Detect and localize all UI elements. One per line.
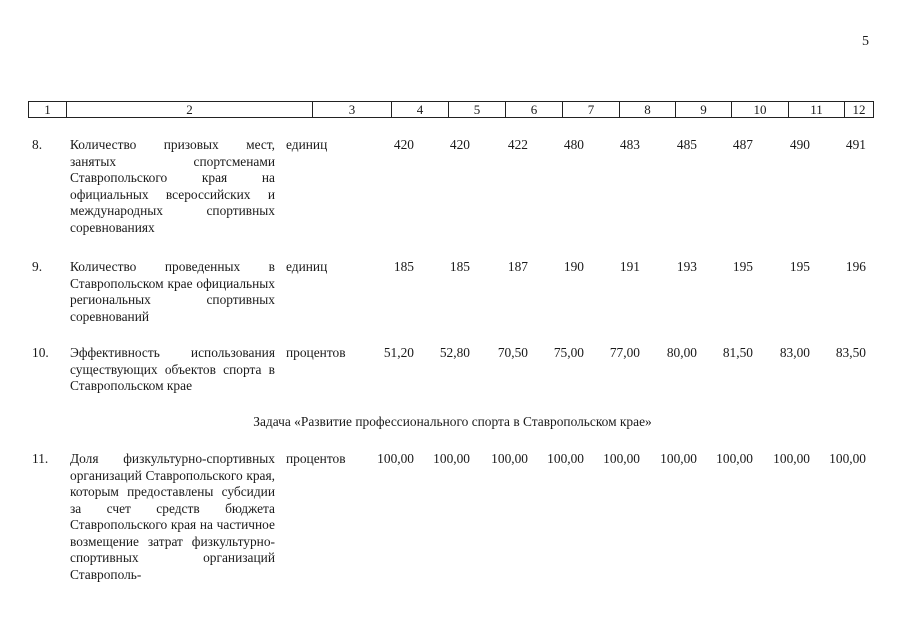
header-col-2: 2 — [66, 102, 312, 117]
row-number: 9. — [32, 259, 43, 274]
header-col-9: 9 — [675, 102, 731, 117]
task-subheading: Задача «Развитие профессионального спорта в Ставропольском крае» — [253, 414, 652, 429]
row-indicator-name: Эффективность использования существующих объектов спорта в Ставропольском крае — [70, 345, 275, 393]
row-value-col-8: 191 — [619, 259, 640, 274]
row-number: 8. — [32, 137, 43, 152]
row-value-col-10: 100,00 — [716, 451, 753, 466]
row-value-col-5: 185 — [449, 259, 470, 274]
row-value-col-10: 487 — [732, 137, 753, 152]
row-value-col-11: 490 — [789, 137, 810, 152]
row-value-col-9: 100,00 — [660, 451, 697, 466]
row-indicator-name: Количество призовых мест, занятых спортсменами Ставропольского края на официальных всероссийских и международных спортивных соревнованиях — [70, 137, 275, 235]
row-value-col-12: 83,50 — [835, 345, 866, 360]
row-value-col-6: 422 — [507, 137, 528, 152]
header-col-4: 4 — [391, 102, 448, 117]
row-value-col-11: 83,00 — [779, 345, 810, 360]
row-unit: процентов — [286, 345, 346, 360]
row-value-col-5: 420 — [449, 137, 470, 152]
row-value-col-6: 100,00 — [491, 451, 528, 466]
row-value-col-7: 75,00 — [553, 345, 584, 360]
row-value-col-8: 100,00 — [603, 451, 640, 466]
row-number: 11. — [32, 451, 49, 466]
header-col-1: 1 — [44, 102, 51, 117]
header-col-6: 6 — [505, 102, 562, 117]
row-value-col-9: 80,00 — [666, 345, 697, 360]
header-col-3: 3 — [312, 102, 391, 117]
row-value-col-5: 52,80 — [439, 345, 470, 360]
row-value-col-7: 190 — [563, 259, 584, 274]
row-value-col-9: 485 — [676, 137, 697, 152]
row-value-col-9: 193 — [676, 259, 697, 274]
row-value-col-4: 185 — [393, 259, 414, 274]
row-value-col-6: 187 — [507, 259, 528, 274]
row-indicator-name: Количество проведенных в Ставропольском крае официальных региональных спортивных соревнований — [70, 259, 275, 324]
row-value-col-11: 195 — [789, 259, 810, 274]
header-col-7: 7 — [562, 102, 619, 117]
table-header-row — [28, 101, 874, 118]
row-value-col-12: 100,00 — [829, 451, 866, 466]
row-value-col-10: 81,50 — [722, 345, 753, 360]
row-unit: единиц — [286, 137, 328, 152]
row-value-col-10: 195 — [732, 259, 753, 274]
row-value-col-6: 70,50 — [497, 345, 528, 360]
header-col-8: 8 — [619, 102, 675, 117]
row-unit: единиц — [286, 259, 328, 274]
row-value-col-4: 51,20 — [383, 345, 414, 360]
row-indicator-name: Доля физкультурно-спортивных организаций Ставропольского края, которым предоставлены субсидии за счет средств бюджета Ставропольского края на частичное возмещение затрат физкультурно-спортивных организаций Ставрополь- — [70, 451, 275, 582]
row-value-col-7: 100,00 — [547, 451, 584, 466]
row-value-col-12: 196 — [845, 259, 866, 274]
page-number: 5 — [862, 34, 869, 49]
row-value-col-8: 77,00 — [609, 345, 640, 360]
header-col-12: 12 — [844, 102, 873, 117]
row-number: 10. — [32, 345, 49, 360]
header-col-10: 10 — [731, 102, 788, 117]
row-value-col-12: 491 — [845, 137, 866, 152]
row-value-col-5: 100,00 — [433, 451, 470, 466]
row-value-col-4: 100,00 — [377, 451, 414, 466]
row-value-col-11: 100,00 — [773, 451, 810, 466]
row-unit: процентов — [286, 451, 346, 466]
header-col-5: 5 — [448, 102, 505, 117]
header-col-11: 11 — [788, 102, 844, 117]
row-value-col-7: 480 — [563, 137, 584, 152]
row-value-col-8: 483 — [619, 137, 640, 152]
row-value-col-4: 420 — [393, 137, 414, 152]
